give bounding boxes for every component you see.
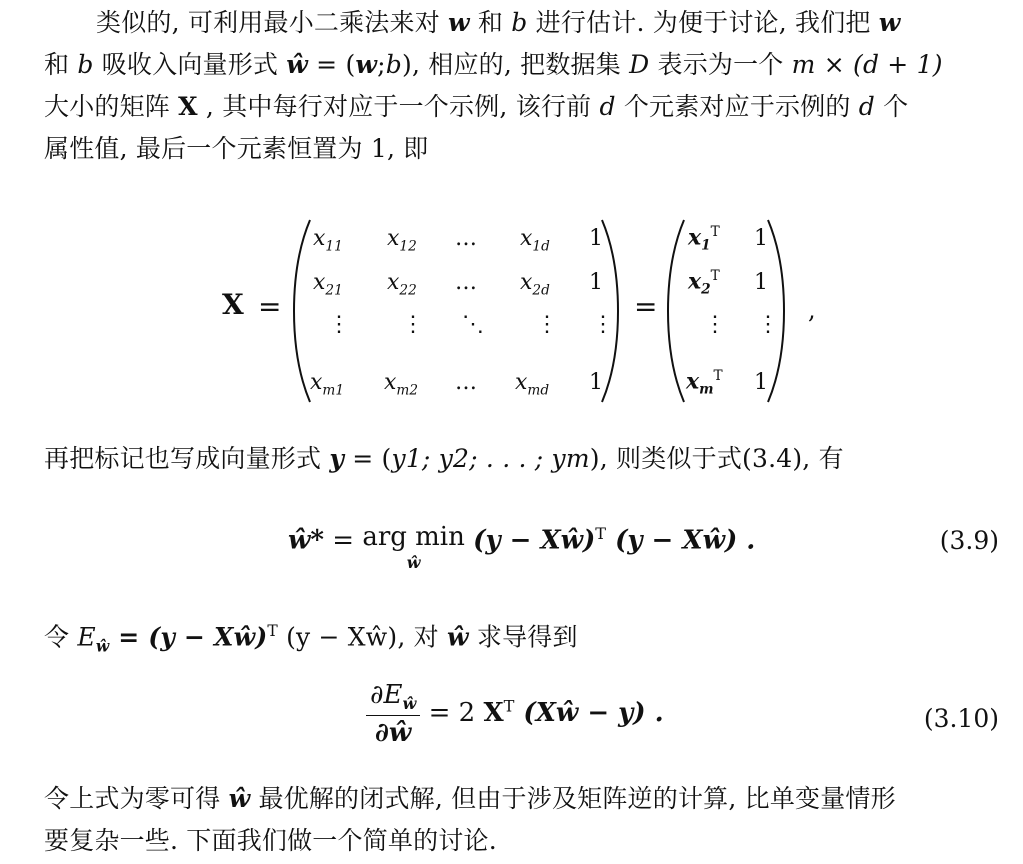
- transpose-mark: T: [595, 524, 607, 543]
- text-run: ), 相应的, 把数据集: [402, 50, 630, 79]
- argmin-operator: [362, 524, 465, 576]
- left-paren-matrix-1: [292, 218, 312, 404]
- matrix-cell: …: [455, 370, 477, 395]
- matrix-cell: ⋮: [592, 312, 614, 337]
- matrix-cell: …: [455, 270, 477, 295]
- math-y: y: [329, 444, 345, 473]
- matrix-cell: 1: [589, 270, 603, 295]
- math-w: w: [448, 8, 470, 37]
- math-w-hat: ŵ: [228, 784, 251, 813]
- equals-sign: =: [258, 290, 282, 323]
- text-run: 大小的矩阵: [44, 92, 179, 121]
- matrix-cell: $x_{11}$: [313, 226, 343, 255]
- matrix-cell: $x_{2d}$: [520, 270, 550, 299]
- derivative-fraction: [366, 680, 420, 748]
- math-E-subscript: ŵ: [95, 636, 110, 656]
- residual-term: (y − Xŵ) .: [606, 525, 756, 556]
- text-run: 和: [469, 8, 512, 37]
- text-run: (y − Xŵ), 对: [277, 622, 447, 652]
- gradient-term: (Xŵ − y) .: [514, 698, 664, 729]
- paragraph-line: [44, 86, 1000, 128]
- text-run: 再把标记也写成向量形式: [44, 444, 330, 473]
- math-d: d: [599, 92, 616, 121]
- math-b: b: [385, 50, 402, 79]
- trailing-comma: ,: [808, 296, 816, 324]
- text-run: ;: [377, 50, 386, 79]
- paragraph-line: [44, 44, 1000, 86]
- residual-term: = (y − Xŵ): [109, 622, 268, 652]
- matrix-cell: $x_{m2}$: [384, 370, 419, 399]
- text-run: = 2: [420, 698, 484, 729]
- fraction-denominator: ∂ŵ: [375, 718, 412, 749]
- text-run: 个: [875, 92, 909, 121]
- math-dimensions: m × (d + 1): [791, 50, 943, 79]
- matrix-cell: 1: [589, 226, 603, 251]
- transpose-mark: T: [267, 622, 278, 640]
- matrix-cell: ⋮: [757, 312, 779, 337]
- matrix-cell: 1: [754, 370, 768, 395]
- text-run: 个元素对应于示例的: [615, 92, 859, 121]
- matrix-cell: $x_2^T$: [688, 268, 720, 298]
- text-run: 类似的, 可利用最小二乘法来对: [96, 8, 449, 37]
- argmin-text: arg min: [362, 522, 465, 552]
- math-w-hat: ŵ: [286, 50, 309, 79]
- matrix-cell: 1: [754, 226, 768, 251]
- right-paren-matrix-2: [766, 218, 786, 404]
- equals-sign: =: [323, 525, 363, 556]
- paragraph-line: [44, 610, 1000, 667]
- paragraph-define-E: [44, 610, 1000, 667]
- text-run: 表示为一个: [649, 50, 792, 79]
- math-w-hat: ŵ: [446, 622, 469, 652]
- matrix-cell: $x_{21}$: [313, 270, 343, 299]
- text-run: 吸收入向量形式: [93, 50, 287, 79]
- text-run: = (: [344, 444, 392, 473]
- paragraph-label-vector: [44, 438, 1000, 480]
- text-run: 进行估计. 为便于讨论, 我们把: [527, 8, 879, 37]
- text-run: 求导得到: [468, 622, 578, 652]
- matrix-cell: $x_{md}$: [515, 370, 550, 399]
- text-run: ), 则类似于式(3.4), 有: [589, 444, 844, 473]
- text-run: = (: [308, 50, 356, 79]
- equation-body: [366, 680, 664, 748]
- paragraph-line: 属性值, 最后一个元素恒置为 1, 即: [44, 134, 429, 163]
- text-run: 令: [44, 622, 78, 652]
- math-y-components: y1; y2; . . . ; ym: [391, 444, 590, 473]
- equals-sign: =: [634, 290, 658, 323]
- matrix-cell: $x_{m1}$: [310, 370, 345, 399]
- paragraph-line: [44, 438, 1000, 480]
- text-run: , 其中每行对应于一个示例, 该行前: [197, 92, 600, 121]
- numerator-subscript: ŵ: [402, 694, 417, 714]
- matrix-cell: ⋱: [462, 312, 484, 337]
- matrix-cell: …: [455, 226, 477, 251]
- matrix-cell: 1: [754, 270, 768, 295]
- matrix-cell: $x_1^T$: [688, 224, 720, 254]
- math-b: b: [77, 50, 94, 79]
- paragraph-line: [44, 778, 1000, 820]
- paragraph-line: 要复杂一些. 下面我们做一个简单的讨论.: [44, 826, 497, 855]
- residual-term: (y − Xŵ): [473, 525, 596, 556]
- paragraph-line: [44, 2, 1000, 44]
- matrix-cell: $x_{22}$: [387, 270, 417, 299]
- equation-number: (3.10): [923, 704, 999, 733]
- equation-body: [288, 524, 755, 576]
- matrix-cell: ⋮: [328, 312, 350, 337]
- matrix-label-X: X: [222, 288, 244, 321]
- matrix-cell: 1: [589, 370, 603, 395]
- math-E: E: [77, 622, 96, 652]
- transpose-mark: T: [503, 696, 515, 716]
- math-X: X: [483, 698, 504, 729]
- matrix-cell: $x_{1d}$: [520, 226, 550, 255]
- math-X: X: [178, 92, 198, 121]
- fraction-numerator: [366, 680, 420, 716]
- paragraph-intro: [44, 2, 1000, 170]
- numerator-text: ∂E: [370, 680, 403, 710]
- matrix-cell: ⋮: [402, 312, 424, 337]
- text-run: 令上式为零可得: [44, 784, 229, 813]
- matrix-cell: ⋮: [704, 312, 726, 337]
- matrix-cell: ⋮: [536, 312, 558, 337]
- math-d: d: [858, 92, 875, 121]
- argmin-subscript: ŵ: [406, 553, 421, 572]
- right-paren-matrix-1: [600, 218, 620, 404]
- math-w: w: [878, 8, 901, 37]
- left-paren-matrix-2: [666, 218, 686, 404]
- matrix-cell: $x_m^T$: [686, 368, 723, 398]
- paragraph-closed-form: [44, 778, 1000, 862]
- text-run: 最优解的闭式解, 但由于涉及矩阵逆的计算, 比单变量情形: [250, 784, 896, 813]
- math-w-hat-star: ŵ*: [288, 525, 324, 556]
- math-D: D: [629, 50, 650, 79]
- matrix-cell: $x_{12}$: [387, 226, 417, 255]
- math-w: w: [355, 50, 378, 79]
- math-b: b: [511, 8, 528, 37]
- text-run: 和: [44, 50, 78, 79]
- equation-number: (3.9): [939, 526, 999, 555]
